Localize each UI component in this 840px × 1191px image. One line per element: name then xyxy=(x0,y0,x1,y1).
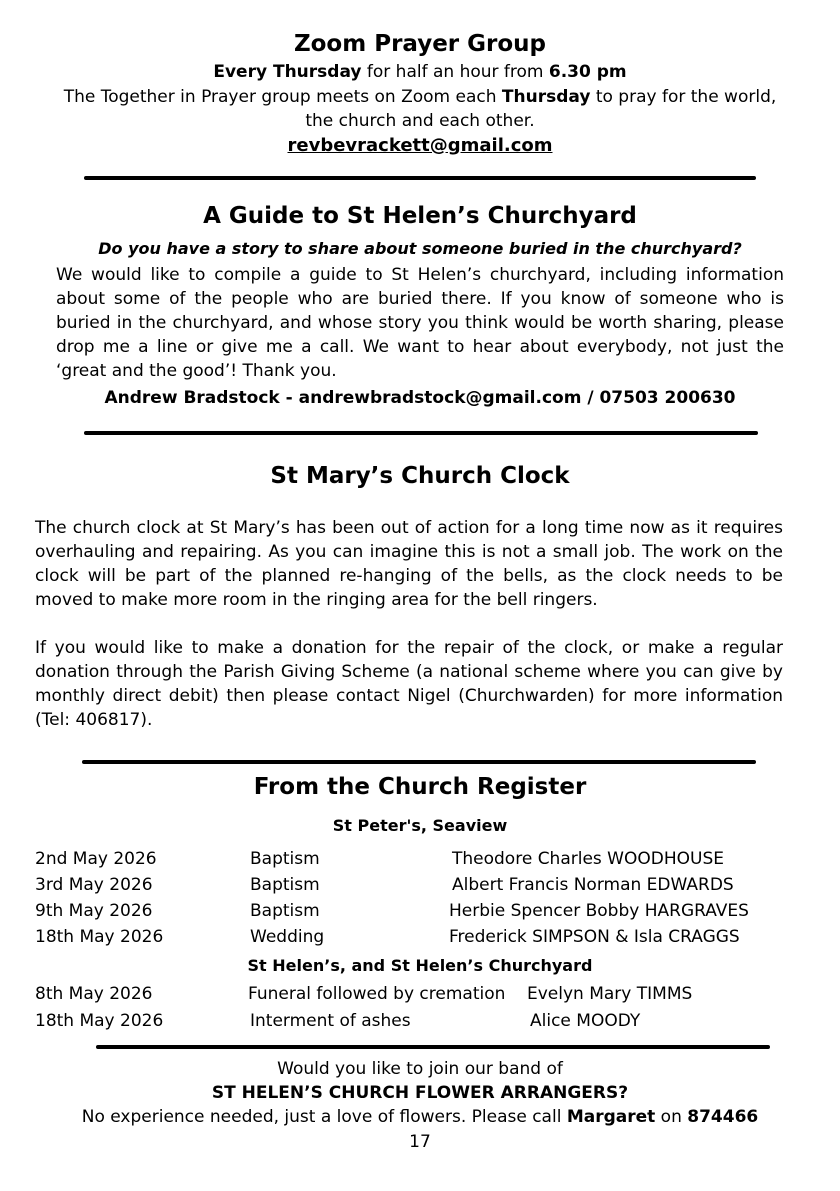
zoom-email-link[interactable]: revbevrackett@gmail.com xyxy=(287,135,553,156)
register-date: 2nd May 2026 xyxy=(35,849,157,869)
register-name: Albert Francis Norman EDWARDS xyxy=(452,875,734,895)
flowers-contact-phone: 874466 xyxy=(687,1107,759,1127)
zoom-schedule xyxy=(0,62,840,82)
flowers-line3-a: No experience needed, just a love of flowers. Please call xyxy=(81,1107,567,1127)
divider xyxy=(84,431,758,435)
flowers-line3 xyxy=(0,1107,840,1127)
register-subtitle-st-peters: St Peter's, Seaview xyxy=(332,816,508,835)
zoom-schedule-time: 6.30 pm xyxy=(548,62,627,82)
register-date: 18th May 2026 xyxy=(35,1011,164,1031)
zoom-desc-b: to pray for the world, xyxy=(590,87,777,107)
register-name: Herbie Spencer Bobby HARGRAVES xyxy=(449,901,749,921)
register-row xyxy=(0,901,840,927)
zoom-email-wrap xyxy=(0,135,840,156)
register-event: Baptism xyxy=(250,875,320,895)
register-row xyxy=(0,849,840,875)
register-title: From the Church Register xyxy=(253,774,587,800)
register-event: Interment of ashes xyxy=(250,1011,411,1031)
register-name: Evelyn Mary TIMMS xyxy=(527,984,693,1004)
divider xyxy=(82,760,756,764)
register-name: Theodore Charles WOODHOUSE xyxy=(452,849,724,869)
register-date: 9th May 2026 xyxy=(35,901,153,921)
register-row xyxy=(0,875,840,901)
guide-question: Do you have a story to share about someone buried in the churchyard? xyxy=(98,239,742,258)
register-name: Alice MOODY xyxy=(530,1011,641,1031)
zoom-schedule-mid: for half an hour from xyxy=(361,62,549,82)
zoom-title: Zoom Prayer Group xyxy=(293,31,547,57)
divider xyxy=(84,176,756,180)
guide-contact: Andrew Bradstock - andrewbradstock@gmail.com / 07503 200630 xyxy=(104,388,736,408)
divider xyxy=(96,1045,770,1049)
register-event: Funeral followed by cremation xyxy=(248,984,506,1004)
zoom-description-line2: the church and each other. xyxy=(305,111,535,131)
register-event: Baptism xyxy=(250,901,320,921)
zoom-desc-a: The Together in Prayer group meets on Zoom each xyxy=(63,87,502,107)
clock-body xyxy=(35,516,783,732)
clock-para-2: If you would like to make a donation for the repair of the clock, or make a regular donation through the Parish Giving Scheme (a national scheme where you can give by monthly direct debit) then please contact Nigel (Churchwarden) for more information (Tel: 406817). xyxy=(35,638,783,730)
register-name: Frederick SIMPSON & Isla CRAGGS xyxy=(449,927,740,947)
clock-title: St Mary’s Church Clock xyxy=(270,463,570,489)
guide-title: A Guide to St Helen’s Churchyard xyxy=(203,203,637,229)
register-date: 8th May 2026 xyxy=(35,984,153,1004)
page-number: 17 xyxy=(409,1132,431,1152)
flowers-contact-name: Margaret xyxy=(566,1107,656,1127)
register-row xyxy=(0,1011,840,1037)
register-row xyxy=(0,984,840,1010)
zoom-description-line1 xyxy=(0,87,840,107)
zoom-schedule-day: Every Thursday xyxy=(213,62,362,82)
guide-body xyxy=(56,263,784,383)
register-date: 18th May 2026 xyxy=(35,927,164,947)
clock-para-1: The church clock at St Mary’s has been out of action for a long time now as it requires overhauling and repairing. As you can imagine this is not a small job. The work on the clock will be part of the planned re-hanging of the bells, as the clock needs to be moved to make more room in the ringing area for the bell ringers. xyxy=(35,518,783,610)
register-row xyxy=(0,927,840,953)
register-date: 3rd May 2026 xyxy=(35,875,153,895)
flowers-line3-b: on xyxy=(655,1107,688,1127)
zoom-desc-day: Thursday xyxy=(501,87,591,107)
flowers-line1: Would you like to join our band of xyxy=(277,1059,563,1079)
guide-body-text: We would like to compile a guide to St Helen’s churchyard, including information about some of the people who are buried there. If you know of someone who is buried in the churchyard, and whose story you think would be worth sharing, please drop me a line or give me a call. We want to hear about everybody, not just the ‘great and the good’! Thank you. xyxy=(56,265,784,381)
flowers-line2: ST HELEN’S CHURCH FLOWER ARRANGERS? xyxy=(211,1083,629,1103)
register-event: Baptism xyxy=(250,849,320,869)
register-event: Wedding xyxy=(250,927,325,947)
register-subtitle-st-helens: St Helen’s, and St Helen’s Churchyard xyxy=(247,956,593,975)
